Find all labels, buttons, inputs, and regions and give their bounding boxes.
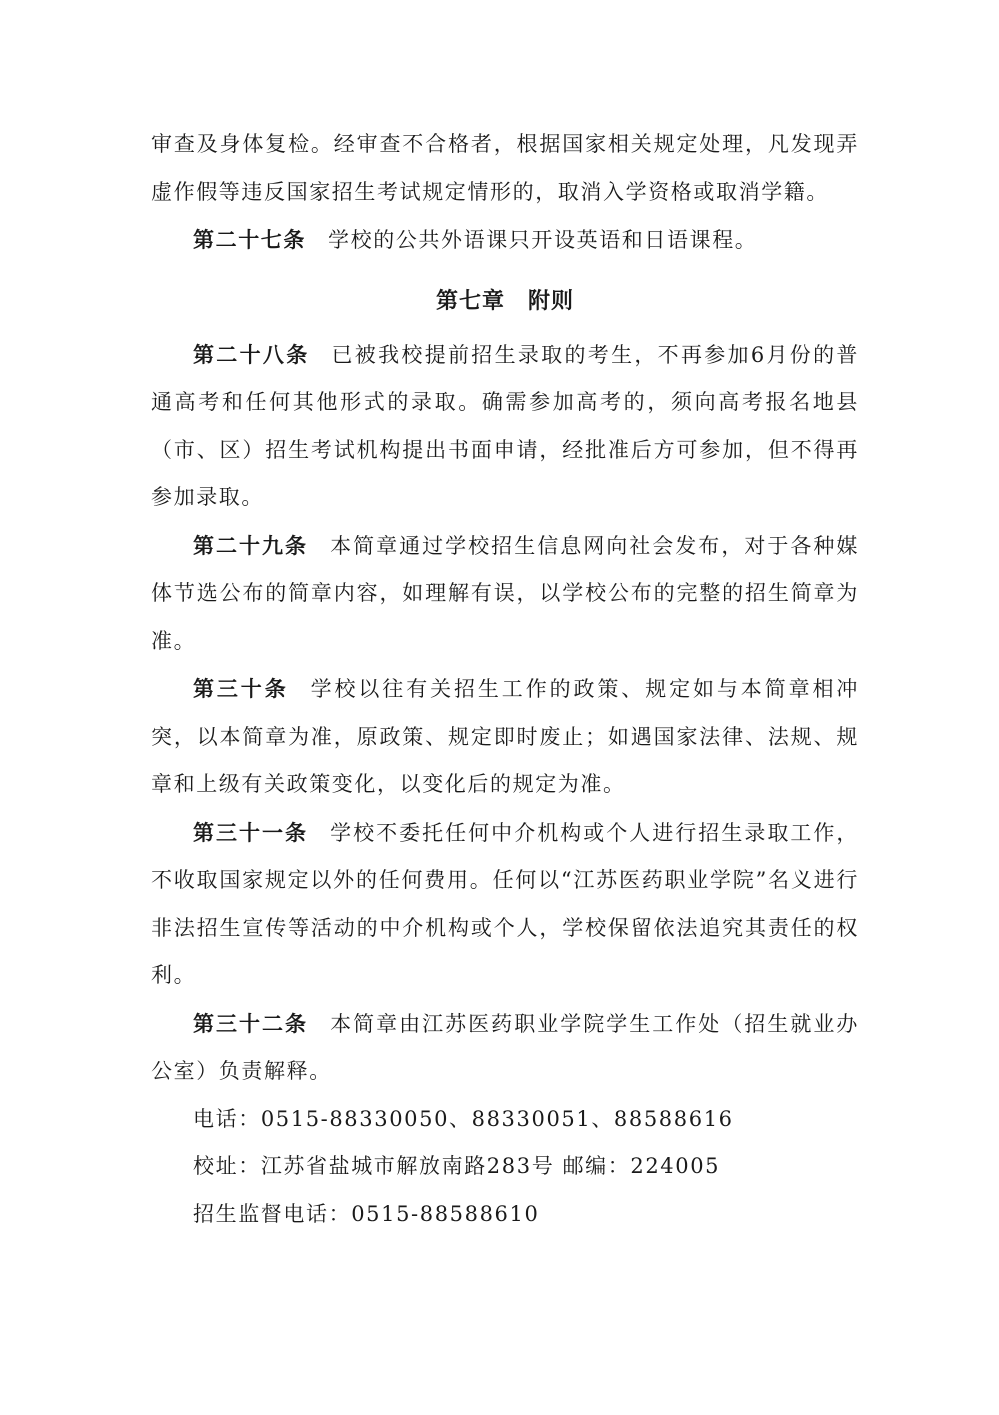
article-label: 第二十九条 [193, 532, 309, 558]
article-28 [151, 331, 859, 522]
contact-value: 0515-88330050、88330051、88588616 [260, 1106, 734, 1131]
article-text: 学校的公共外语课只开设英语和日语课程。 [328, 228, 758, 252]
article-label: 第二十七条 [193, 227, 306, 252]
article-label: 第三十二条 [193, 1010, 309, 1036]
chapter-heading: 第七章 附则 [435, 287, 574, 314]
article-text: 本简章通过学校招生信息网向社会发布，对于各种媒体节选公布的简章内容，如理解有误，以学校公布的完整的招生简章为准。 [151, 533, 859, 653]
article-label: 第二十八条 [193, 341, 310, 367]
contact-address [151, 1143, 859, 1191]
article-text: 本简章由江苏医药职业学院学生工作处（招生就业办公室）负责解释。 [151, 1011, 859, 1083]
contact-label: 校址： [193, 1154, 261, 1178]
contact-label: 招生监督电话： [193, 1201, 352, 1226]
article-29 [151, 522, 859, 666]
contact-supervision-phone [151, 1191, 859, 1239]
article-text: 学校以往有关招生工作的政策、规定如与本简章相冲突，以本简章为准，原政策、规定即时废止；如遇国家法律、法规、规章和上级有关政策变化，以变化后的规定为准。 [151, 677, 859, 796]
article-text: 学校不委托任何中介机构或个人进行招生录取工作，不收取国家规定以外的任何费用。任何以“江苏医药职业学院”名义进行非法招生宣传等活动的中介机构或个人，学校保留依法追究其责任的权利。 [151, 820, 859, 987]
continuation-paragraph: 审查及身体复检。经审查不合格者，根据国家相关规定处理，凡发现弄虚作假等违反国家招生考试规定情形的，取消入学资格或取消学籍。 [151, 132, 859, 204]
article-31 [151, 809, 859, 1000]
contact-label: 电话： [193, 1106, 261, 1131]
article-text: 已被我校提前招生录取的考生，不再参加6月份的普通高考和任何其他形式的录取。确需参加高考的，须向高考报名地县（市、区）招生考试机构提出书面申请，经批准后方可参加，但不得再参加录取。 [151, 342, 860, 509]
article-label: 第三十条 [193, 676, 289, 701]
contact-value: 江苏省盐城市解放南路283号 邮编：224005 [260, 1154, 721, 1178]
article-32 [151, 1000, 859, 1096]
contact-value: 0515-88588610 [351, 1201, 540, 1226]
article-27 [151, 216, 859, 265]
article-30 [151, 665, 859, 809]
contact-phone [151, 1096, 859, 1144]
document-page [151, 121, 859, 1238]
article-label: 第三十一条 [193, 819, 309, 845]
